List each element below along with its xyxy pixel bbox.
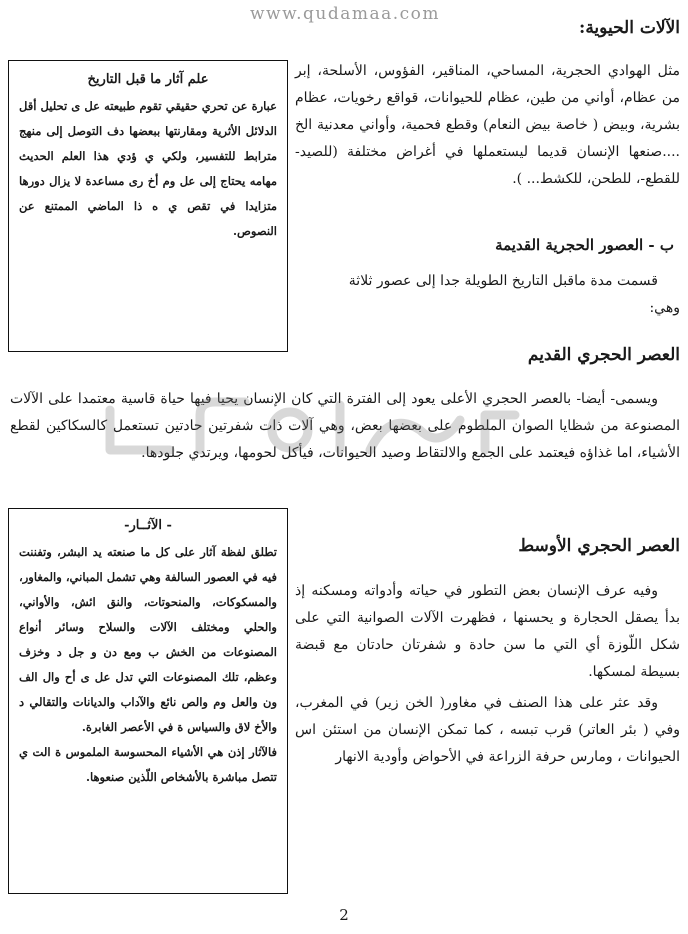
heading-middle-stone-age: العصر الحجري الأوسط [518, 536, 680, 556]
heading-stone-ages: ب - العصور الحجرية القديمة [495, 236, 674, 254]
stone-ages-text [295, 268, 680, 322]
middle-stone-age-paragraph-2: وقد عثر على هذا الصنف في مغاور( الخن زير) في المغرب، وفي ( بئر العاتر) قرب تبسه ، كما تمكن الإنسان من استئن اس الحيوانات ، ومارس حرفة الزراعة في الأحواض وأودية الانهار [295, 695, 680, 765]
artifacts-box-title: - الآثــار- [124, 518, 172, 533]
watermark-url: www.qudamaa.com [249, 4, 441, 24]
middle-stone-age-paragraph-1: وفيه عرف الإنسان بعض التطور في حياته وأدواته ومسكنه إذ بدأ يصقل الحجارة و يحسنها ، فظهرت الآلات الصوانية التي على شكل اللّوزة أي التي ما سن حادة و شفرتان حادتان مع قبضة بسيطة لمسكها. [295, 583, 680, 680]
prehistory-box-title: علم آثار ما قبل التاريخ [87, 72, 209, 87]
stone-ages-trailing: وهي: [649, 300, 680, 316]
living-tools-text [295, 58, 680, 193]
heading-old-stone-age: العصر الحجري القديم [527, 345, 680, 365]
page-number: 2 [339, 906, 349, 924]
old-stone-age-paragraph: ويسمى- أيضا- بالعصر الحجري الأعلى يعود إلى الفترة التي كان الإنسان يحيا فيها حياة قاسية معتمدا على الآلات المصنوعة من شظايا الصوان الملطوم على بعضها بعض، وهي آلات ذات شفرتين حادتين تستعمل كالسكاكين لقطع الأشياء، اما غذاؤه فيعتمد على الجمع والالتقاط وصيد الحيوانات، فيأكل لحومها، ويرتدي جلودها. [10, 391, 680, 461]
middle-stone-age-text [295, 578, 680, 771]
artifacts-box [8, 508, 288, 894]
old-stone-age-text [10, 386, 680, 467]
artifacts-box-text-1: تطلق لفظة آثار على كل ما صنعته يد البشر، وتفننت فيه في العصور السالفة وهي تشمل المباني، والمغاور، والمسكوكات، والمنحوتات، والنق ائش، والأواني، والحلي ومختلف الآلات والسلاح وسائر أنواع المصنوعات من الخش ب ومع دن و جل د وخزف وعظم، تلك المصنوعات التي تدل عل ى أح وال الف ون والعل وم والص نائع والآداب والديانات والتقالي د والأخ لاق والسياس ة في الأعصر الغابرة. [19, 545, 277, 734]
artifacts-box-text-2: فالآثار إذن هي الأشياء المحسوسة الملموس ة الت ي تتصل مباشرة بالأشخاص اللّذين صنعوها. [19, 745, 277, 784]
heading-living-tools: الآلات الحيوية: [579, 18, 680, 38]
stone-ages-paragraph: قسمت مدة ماقبل التاريخ الطويلة جدا إلى عصور ثلاثة [348, 273, 658, 289]
prehistory-archaeology-box [8, 60, 288, 352]
living-tools-paragraph: مثل الهوادي الحجرية، المساحي، المناقير، الفؤوس، الأسلحة، إبر من عظام، أواني من طين، عظام للحيوانات، قواقع رخويات، عظام بشرية، وبيض ( خاصة بيض النعام) وقطع فحمية، وأواني معدنية الخ ....صنعها الإنسان قديما ليستعملها في أغراض مختلفة (للصيد- للقطع-، للطحن، للكشط... ). [295, 63, 680, 187]
prehistory-box-text: عبارة عن تحري حقيقي تقوم طبيعته عل ى تحليل أقل الدلائل الأثرية ومقارنتها ببعضها دف التوصل إلى منهج مترابط للتفسير، ولكي ي ؤدي هذا العلم الحديث مهامه يحتاج إلى عل وم أخ رى مساعدة لا يزال دورها متزايدا في تقص ي ه ذا الماضي الممتنع عن النصوص. [19, 99, 277, 238]
